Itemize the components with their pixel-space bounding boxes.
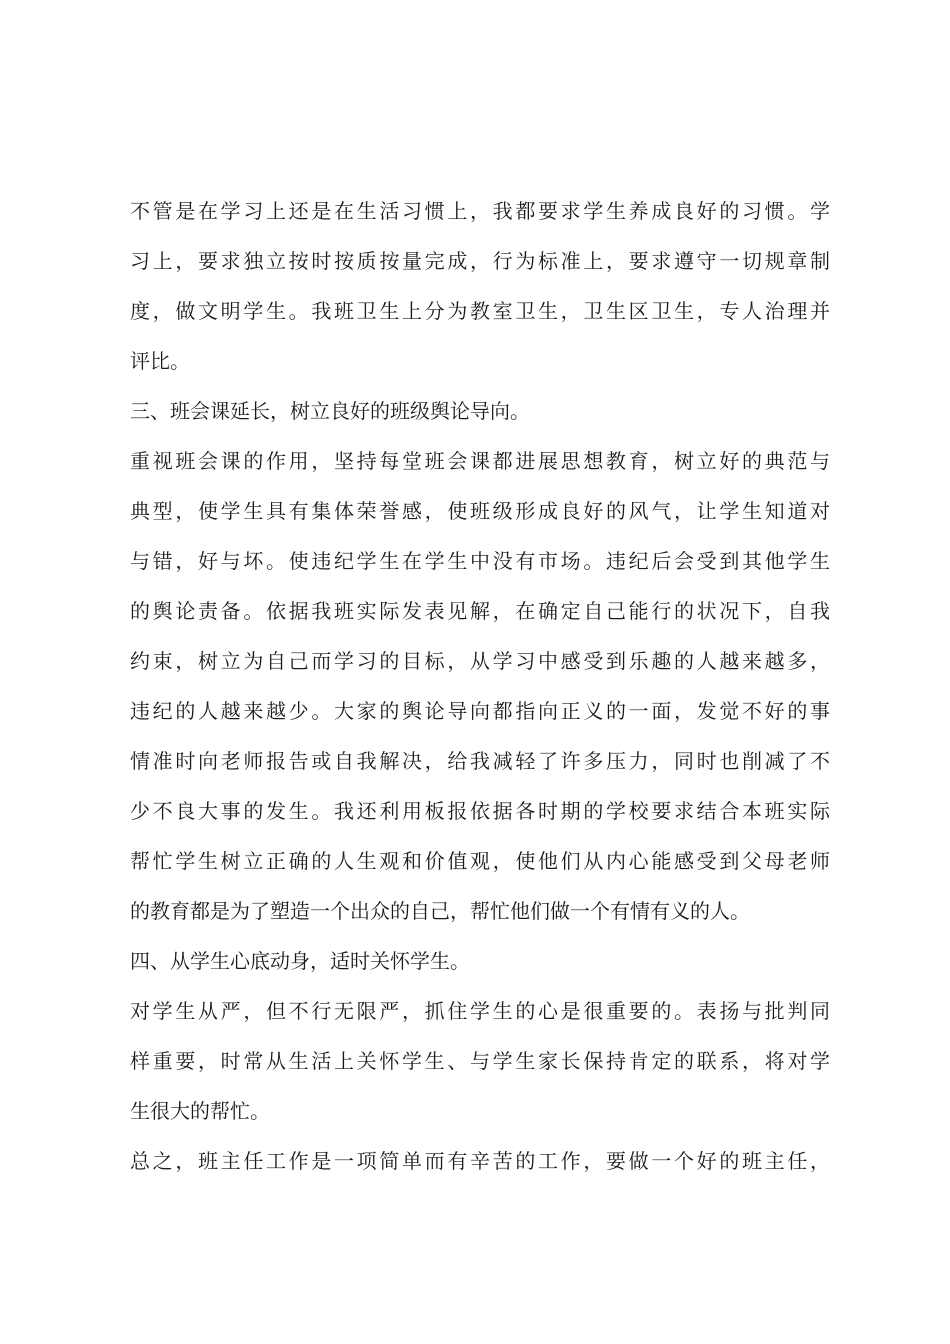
section-heading: 四、从学生心底动身，适时关怀学生。 — [130, 949, 470, 973]
text-line: 生很大的帮忙。 — [130, 1099, 270, 1123]
text-line: 的教育都是为了塑造一个出众的自己，帮忙他们做一个有情有义的人。 — [130, 899, 750, 923]
text-line: 约束，树立为自己而学习的目标，从学习中感受到乐趣的人越来越多， — [130, 649, 830, 673]
text-line: 对学生从严，但不行无限严，抓住学生的心是很重要的。表扬与批判同 — [130, 999, 830, 1023]
text-line: 情准时向老师报告或自我解决，给我减轻了许多压力，同时也削减了不 — [130, 749, 830, 773]
document-body — [130, 186, 830, 1186]
text-line: 总之，班主任工作是一项简单而有辛苦的工作，要做一个好的班主任， — [130, 1149, 830, 1173]
text-line: 典型，使学生具有集体荣誉感，使班级形成良好的风气，让学生知道对 — [130, 499, 830, 523]
text-line: 样重要，时常从生活上关怀学生、与学生家长保持肯定的联系，将对学 — [130, 1049, 830, 1073]
text-line: 评比。 — [130, 349, 190, 373]
text-line: 重视班会课的作用，坚持每堂班会课都进展思想教育，树立好的典范与 — [130, 449, 830, 473]
text-line: 的舆论责备。依据我班实际发表见解，在确定自己能行的状况下，自我 — [130, 599, 830, 623]
text-line: 习上，要求独立按时按质按量完成，行为标准上，要求遵守一切规章制 — [130, 249, 830, 273]
text-line: 与错，好与坏。使违纪学生在学生中没有市场。违纪后会受到其他学生 — [130, 549, 830, 573]
text-line: 违纪的人越来越少。大家的舆论导向都指向正义的一面，发觉不好的事 — [130, 699, 830, 723]
text-line: 不管是在学习上还是在生活习惯上，我都要求学生养成良好的习惯。学 — [130, 199, 830, 223]
text-line: 少不良大事的发生。我还利用板报依据各时期的学校要求结合本班实际 — [130, 799, 830, 823]
text-line: 度，做文明学生。我班卫生上分为教室卫生，卫生区卫生，专人治理并 — [130, 299, 830, 323]
text-line: 帮忙学生树立正确的人生观和价值观，使他们从内心能感受到父母老师 — [130, 849, 830, 873]
section-heading: 三、班会课延长，树立良好的班级舆论导向。 — [130, 399, 530, 423]
